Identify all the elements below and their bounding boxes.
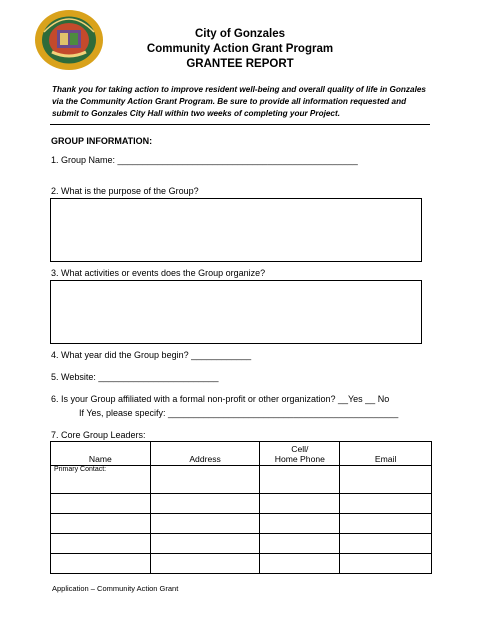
table-cell[interactable] [260, 514, 340, 534]
header-address: Address [150, 442, 260, 466]
table-row [51, 494, 432, 514]
table-cell[interactable] [340, 514, 432, 534]
intro-text: Thank you for taking action to improve resident well-being and overall quality of life in Gonzales via the Community Action Grant Program. Be sure to provide all information requested and submit to Gonzales City Hall within two weeks of completing your Project. [52, 85, 426, 118]
question-activities: 3. What activities or events does the Group organize? [51, 268, 266, 278]
header-phone: Cell/ Home Phone [260, 442, 340, 466]
table-cell[interactable] [340, 554, 432, 574]
header-name: Name [51, 442, 151, 466]
table-cell[interactable] [340, 466, 432, 494]
table-row [51, 554, 432, 574]
table-cell[interactable] [150, 554, 260, 574]
primary-contact-cell[interactable]: Primary Contact: [51, 466, 151, 494]
table-cell[interactable] [260, 494, 340, 514]
table-cell[interactable] [150, 466, 260, 494]
section-title: GROUP INFORMATION: [51, 136, 153, 146]
table-header-row [51, 442, 432, 466]
city-seal-logo [30, 8, 108, 72]
program-title: Community Action Grant Program [146, 43, 334, 55]
table-cell[interactable] [51, 514, 151, 534]
question-website: 5. Website: ________________________ [51, 372, 219, 382]
city-title: City of Gonzales [194, 28, 286, 40]
table-cell[interactable] [51, 554, 151, 574]
table-row [51, 514, 432, 534]
question-affiliation-specify: If Yes, please specify: ______________________________________________ [79, 408, 399, 418]
question-purpose: 2. What is the purpose of the Group? [51, 186, 199, 196]
table-cell[interactable] [340, 534, 432, 554]
table-row [51, 466, 432, 494]
table-row [51, 534, 432, 554]
footer-text: Application – Community Action Grant [52, 584, 179, 593]
question-group-name: 1. Group Name: ________________________________________________ [51, 155, 358, 165]
report-title: GRANTEE REPORT [186, 58, 294, 70]
question-year: 4. What year did the Group begin? ____________ [51, 350, 252, 360]
table-cell[interactable] [51, 494, 151, 514]
purpose-field[interactable] [50, 198, 422, 262]
leaders-table [50, 441, 432, 574]
divider [50, 124, 430, 125]
question-affiliation: 6. Is your Group affiliated with a formal non-profit or other organization? __Yes __ No [51, 394, 390, 404]
table-cell[interactable] [51, 534, 151, 554]
table-cell[interactable] [150, 494, 260, 514]
question-leaders: 7. Core Group Leaders: [51, 430, 146, 440]
table-cell[interactable] [260, 466, 340, 494]
table-cell[interactable] [150, 514, 260, 534]
table-cell[interactable] [150, 534, 260, 554]
table-cell[interactable] [260, 554, 340, 574]
table-cell[interactable] [340, 494, 432, 514]
table-cell[interactable] [260, 534, 340, 554]
activities-field[interactable] [50, 280, 422, 344]
header-email: Email [340, 442, 432, 466]
